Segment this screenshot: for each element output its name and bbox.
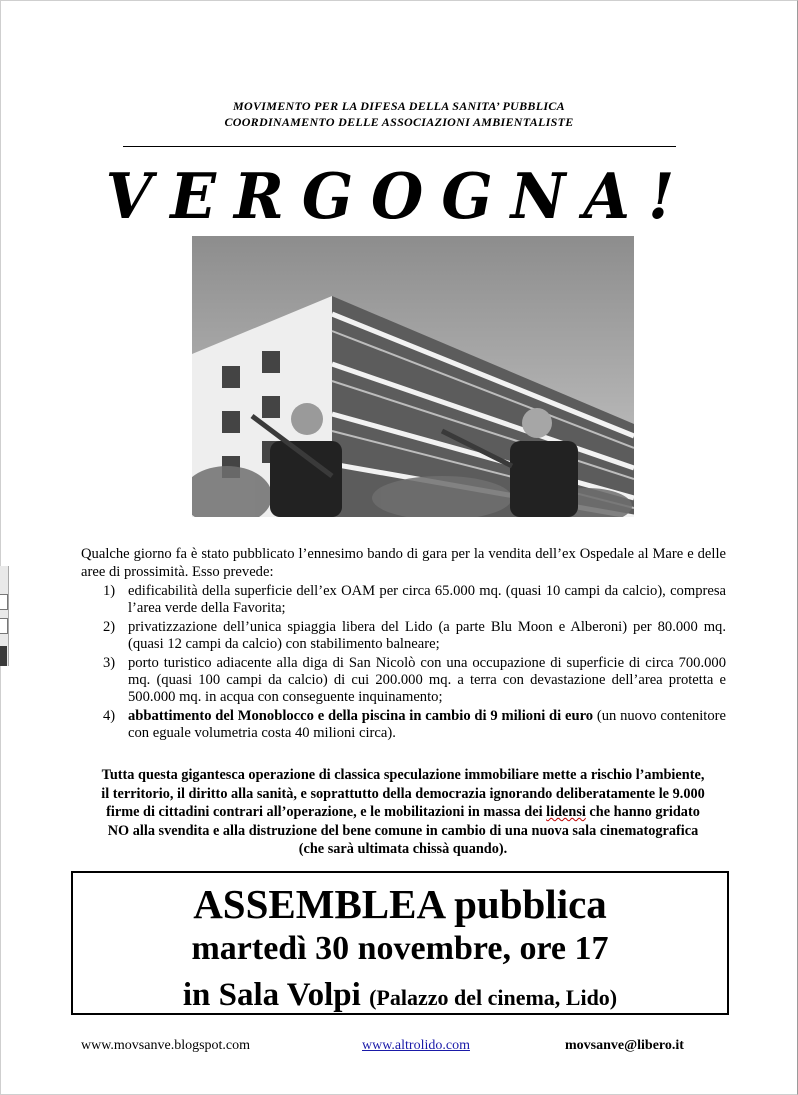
fragment-control — [0, 618, 8, 634]
item-number: 4) — [103, 708, 116, 724]
list-item — [81, 708, 726, 742]
footer-email: movsanve@libero.it — [565, 1038, 684, 1053]
header-line-1: MOVIMENTO PER LA DIFESA DELLA SANITA’ PUBBLICA — [233, 99, 565, 113]
item-text: porto turistico adiacente alla diga di San Nicolò con una occupazione di superficie di circa 700.000 mq. (quasi 100 campi da calcio) di cui 200.000 mq. a terra con devastazione dell’area protetta e 500.000 mq. in acqua con conseguente inquinamento; — [128, 655, 726, 705]
proposal-list — [81, 583, 726, 744]
header-divider — [123, 146, 676, 147]
item-bold-text: abbattimento del Monoblocco e della piscina in cambio di 9 milioni di euro — [128, 708, 594, 724]
assembly-title: ASSEMBLEA pubblica — [193, 881, 607, 927]
warning-paragraph — [98, 766, 708, 859]
intro-paragraph: Qualche giorno fa è stato pubblicato l’ennesimo bando di gara per la vendita dell’ex Ospedale al Mare e delle aree di prossimità. Esso prevede: — [81, 546, 726, 580]
venue-note: (Palazzo del cinema, Lido) — [369, 985, 618, 1010]
spellcheck-flagged-word: lidensi — [546, 804, 586, 821]
item-text: privatizzazione dell’unica spiaggia libera del Lido (a parte Blu Moon e Alberoni) per 80.000 mq. (quasi 12 campi da calcio) con stabilimento balneare; — [128, 619, 726, 652]
header-line-2: COORDINAMENTO DELLE ASSOCIAZIONI AMBIENTALISTE — [224, 115, 574, 129]
list-item — [81, 619, 726, 653]
list-item — [81, 583, 726, 617]
list-item — [81, 655, 726, 706]
item-text: (un nuovo contenitore con eguale volumetria costa 40 milioni circa). — [128, 708, 726, 741]
footer-blog: www.movsanve.blogspot.com — [81, 1038, 251, 1053]
footer-site-link[interactable]: www.altrolido.com — [362, 1038, 470, 1053]
item-text: edificabilità della superficie dell’ex OAM per circa 65.000 mq. (quasi 10 campi da calcio), compresa l’area verde della Favorita; — [128, 583, 726, 616]
assembly-date: martedì 30 novembre, ore 17 — [191, 930, 609, 967]
assembly-venue — [73, 974, 727, 1019]
warning-text-1: Tutta questa gigantesca operazione di classica speculazione immobiliare mette a rischio l’ambiente, il territorio, il diritto alla sanità, e soprattutto della democrazia ignorando deliberatamente le 9.000 firme di cittadini contrari all’operazione, e le mobilitazioni in massa dei — [101, 767, 705, 821]
item-number: 3) — [103, 655, 116, 671]
fragment-bar — [0, 646, 7, 666]
assembly-box — [71, 871, 729, 1015]
fragment-control — [0, 594, 8, 610]
item-number: 1) — [103, 583, 116, 599]
item-number: 2) — [103, 619, 116, 635]
venue-name: in Sala Volpi — [182, 977, 361, 1013]
warning-text-2: che hanno gridato NO alla svendita e alla distruzione del bene comune in cambio di una nuova sala cinematografica (che sarà ultimata chissà quando). — [107, 804, 700, 858]
hospital-photo — [192, 236, 634, 517]
adjacent-window-fragment — [0, 566, 9, 666]
page-title: VERGOGNA! — [105, 160, 693, 234]
